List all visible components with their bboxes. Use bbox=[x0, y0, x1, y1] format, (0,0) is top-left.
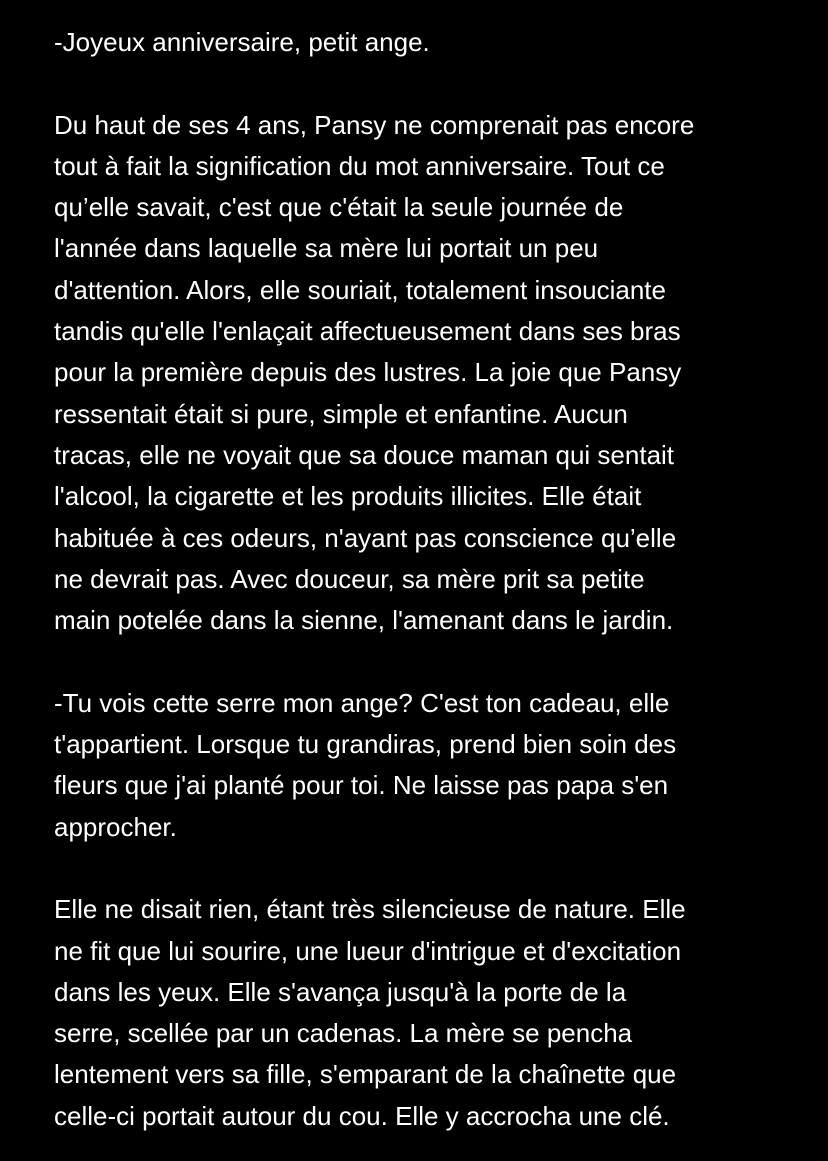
text-line: serre, scellée par un cadenas. La mère se pencha bbox=[54, 1018, 633, 1049]
text-line: ne fit que lui sourire, une lueur d'intrigue et d'excitation bbox=[54, 935, 682, 966]
text-line: habituée à ces odeurs, n'ayant pas conscience qu’elle bbox=[54, 522, 677, 553]
paragraph-dialogue bbox=[54, 683, 794, 848]
paragraph-narration-2 bbox=[54, 889, 794, 1137]
text-line: t'appartient. Lorsque tu grandiras, prend bien soin des bbox=[54, 729, 677, 760]
text-line: dans les yeux. Elle s'avança jusqu'à la porte de la bbox=[54, 976, 627, 1007]
paragraph-spacer bbox=[54, 641, 794, 682]
text-line: ne devrait pas. Avec douceur, sa mère prit sa petite bbox=[54, 563, 645, 594]
text-line: l'alcool, la cigarette et les produits illicites. Elle était bbox=[54, 481, 642, 512]
text-line: d'attention. Alors, elle souriait, totalement insouciante bbox=[54, 274, 666, 305]
paragraph-greeting bbox=[54, 22, 794, 63]
text-line: approcher. bbox=[54, 811, 177, 842]
text-line: Du haut de ses 4 ans, Pansy ne comprenait pas encore bbox=[54, 109, 695, 140]
text-line: Elle ne disait rien, étant très silencieuse de nature. Elle bbox=[54, 894, 686, 925]
text-line: lentement vers sa fille, s'emparant de la chaînette que bbox=[54, 1059, 677, 1090]
paragraph-spacer bbox=[54, 848, 794, 889]
text-line: qu’elle savait, c'est que c'était la seule journée de bbox=[54, 192, 624, 223]
text-line: tandis qu'elle l'enlaçait affectueusement dans ses bras bbox=[54, 316, 681, 347]
text-line: main potelée dans la sienne, l'amenant dans le jardin. bbox=[54, 605, 674, 636]
text-line: -Tu vois cette serre mon ange? C'est ton cadeau, elle bbox=[54, 687, 670, 718]
document-body bbox=[54, 22, 794, 1137]
paragraph-spacer bbox=[54, 63, 794, 104]
text-line: ressentait était si pure, simple et enfantine. Aucun bbox=[54, 398, 628, 429]
text-line: celle-ci portait autour du cou. Elle y accrocha une clé. bbox=[54, 1100, 670, 1131]
text-line: pour la première depuis des lustres. La joie que Pansy bbox=[54, 357, 682, 388]
text-line: l'année dans laquelle sa mère lui portait un peu bbox=[54, 233, 599, 264]
paragraph-narration-1 bbox=[54, 105, 794, 642]
text-line: tout à fait la signification du mot anniversaire. Tout ce bbox=[54, 150, 665, 181]
text-line: tracas, elle ne voyait que sa douce maman qui sentait bbox=[54, 439, 675, 470]
text-line: -Joyeux anniversaire, petit ange. bbox=[54, 27, 430, 57]
text-line: fleurs que j'ai planté pour toi. Ne laisse pas papa s'en bbox=[54, 770, 669, 801]
